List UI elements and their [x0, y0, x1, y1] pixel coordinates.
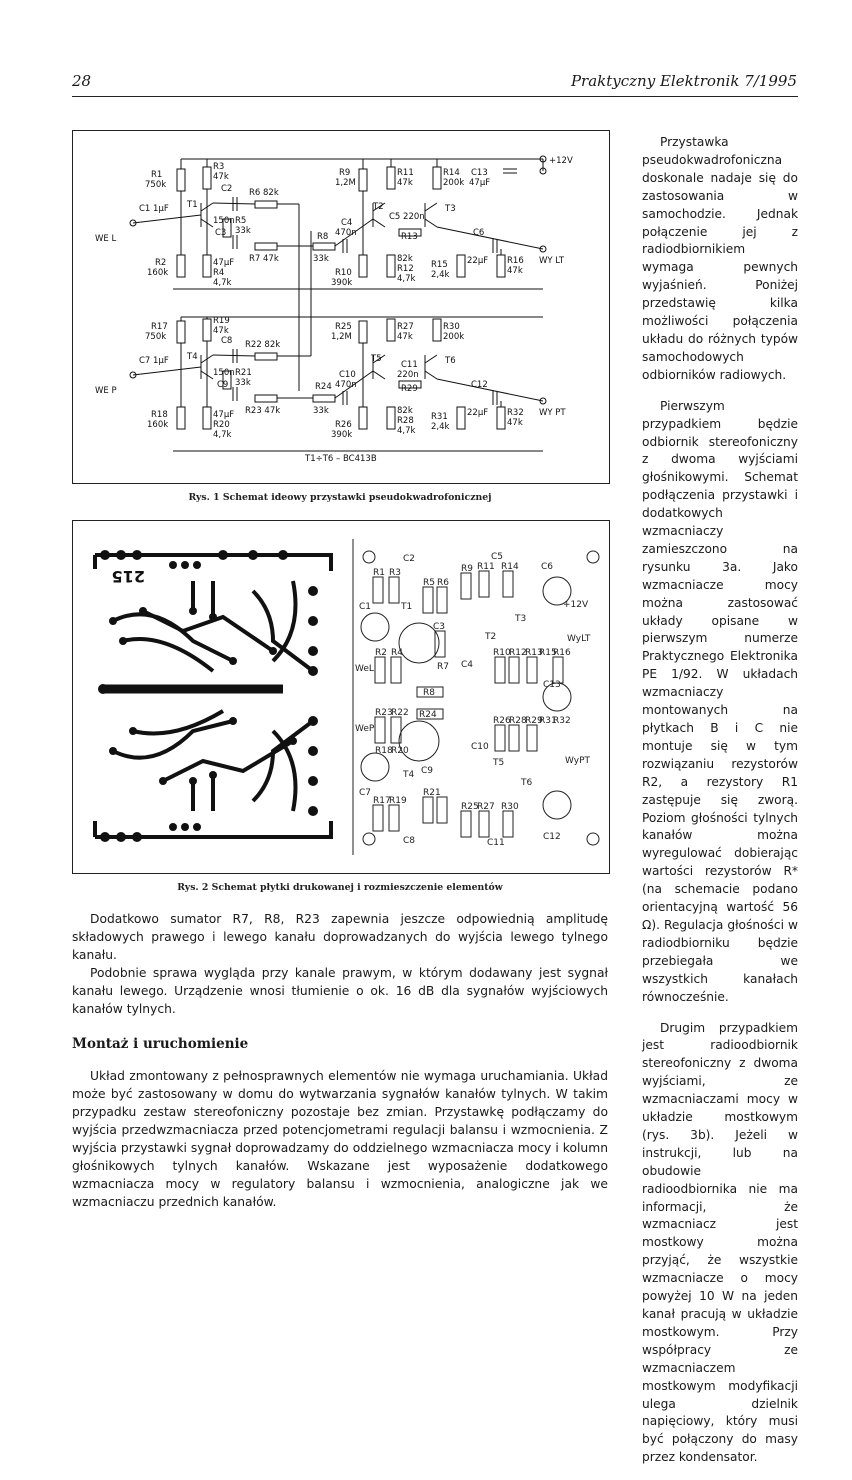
label-c13: C13 [471, 168, 488, 178]
label-c8: C8 [221, 336, 233, 346]
pcb-label-t1: T1 [401, 602, 413, 612]
figure-2-caption: Rys. 2 Schemat płytki drukowanej i rozmieszczenie elementów [177, 882, 503, 893]
label-c8-value: 150n [213, 368, 235, 378]
label-r13: R13 [401, 232, 418, 242]
pcb-label-r2: R2 [375, 648, 387, 658]
pcb-label-c8: C8 [403, 836, 416, 846]
label-c13-value: 47µF [469, 178, 491, 188]
pcb-label-t6: T6 [521, 778, 533, 788]
label-r28-value: 82k [397, 406, 413, 416]
pcb-label-c5: C5 [491, 552, 504, 562]
pcb-label-r28: R28 [509, 716, 527, 726]
journal-title: Praktyczny Elektronik 7/1995 [570, 72, 797, 90]
pcb-label-r27: R27 [477, 802, 495, 812]
pcb-label-t3: T3 [515, 614, 527, 624]
label-r8: R8 [317, 232, 329, 242]
pcb-label-r30: R30 [501, 802, 519, 812]
label-t5: T5 [371, 354, 382, 364]
pcb-label-r11: R11 [477, 562, 495, 572]
label-c5: C5 220n [389, 212, 425, 222]
label-r16-value: 47k [507, 266, 523, 276]
pcb-label-c2: C2 [403, 554, 416, 564]
label-c3: C3 [215, 228, 227, 238]
header-rule [72, 96, 798, 97]
label-wy-pt: WY PT [539, 408, 566, 418]
label-t2: T2 [373, 202, 384, 212]
pcb-label-r4: R4 [391, 648, 403, 658]
pcb-label-r16: R16 [553, 648, 571, 658]
label-r4-value: 4,7k [213, 278, 232, 288]
label-r12-value2: 4,7k [397, 274, 416, 284]
label-r12: R12 [397, 264, 414, 274]
label-c12: C12 [471, 380, 488, 390]
pcb-label-r14: R14 [501, 562, 519, 572]
pcb-label-c7: C7 [359, 788, 372, 798]
pcb-label-r32: R32 [553, 716, 571, 726]
right-column-text [642, 134, 798, 1480]
label-c11-value: 220n [397, 370, 419, 380]
pcb-label-wel: WeL [355, 664, 374, 674]
label-r1: R1 [151, 170, 163, 180]
label-r27: R27 [397, 322, 414, 332]
pcb-label-c11: C11 [487, 838, 505, 848]
pcb-label-r23: R23 [375, 708, 393, 718]
label-r5: R5 [235, 216, 247, 226]
label-r16: R16 [507, 256, 524, 266]
label-c4-value: 470n [335, 228, 357, 238]
pcb-label-r7: R7 [437, 662, 449, 672]
label-r30: R30 [443, 322, 460, 332]
label-t4: T4 [187, 352, 198, 362]
label-r6: R6 82k [249, 188, 279, 198]
pcb-code: 215 [111, 567, 145, 586]
pcb-label-c10: C10 [471, 742, 489, 752]
bottom-paragraph-2: Podobnie sprawa wygląda przy kanale prawym, w którym dodawany jest sygnał kanału lewego. Urządzenie wnosi tłumienie o ok. 16 dB dla sygnałów wyjściowych kanałów tylnych. [72, 965, 608, 1016]
pcb-label-c1: C1 [359, 602, 372, 612]
label-c11: C11 [401, 360, 418, 370]
label-c6-value: 22µF [467, 256, 489, 266]
figure-2-pcb [72, 520, 610, 874]
pcb-label-r12: R12 [509, 648, 527, 658]
label-r8-value: 33k [313, 254, 329, 264]
label-r7: R7 47k [249, 254, 279, 264]
label-r9-value: 1,2M [335, 178, 356, 188]
label-r12-value: 82k [397, 254, 413, 264]
label-t6: T6 [445, 356, 456, 366]
label-r31: R31 [431, 412, 448, 422]
label-c4: C4 [341, 218, 353, 228]
label-r19-value: 47k [213, 326, 229, 336]
label-r17: R17 [151, 322, 168, 332]
schematic-drawing [73, 131, 609, 483]
label-r1-value: 750k [145, 180, 167, 190]
pcb-drawing [73, 521, 609, 873]
label-r24: R24 [315, 382, 332, 392]
pcb-label-r19: R19 [389, 796, 407, 806]
label-r14-value: 200k [443, 178, 465, 188]
pcb-label-c13: C13 [543, 680, 561, 690]
label-r18-value: 160k [147, 420, 169, 430]
pcb-label-r24: R24 [419, 710, 437, 720]
pcb-label-r3: R3 [389, 568, 401, 578]
label-r21-value: 33k [235, 378, 251, 388]
label-r28: R28 [397, 416, 414, 426]
label-r32-value: 47k [507, 418, 523, 428]
pcb-label-plus12v: +12V [563, 600, 589, 610]
pcb-label-wep: WeP [355, 724, 375, 734]
pcb-label-r6: R6 [437, 578, 449, 588]
label-we-l: WE L [95, 234, 117, 244]
label-r21: R21 [235, 368, 252, 378]
label-r30-value: 200k [443, 332, 465, 342]
figure-1-schematic [72, 130, 610, 484]
label-r22: R22 82k [245, 340, 281, 350]
label-r5-value: 33k [235, 226, 251, 236]
label-c6: C6 [473, 228, 485, 238]
pcb-label-r10: R10 [493, 648, 511, 658]
pcb-label-r18: R18 [375, 746, 393, 756]
section-heading: Montaż i uruchomienie [72, 1036, 249, 1053]
pcb-label-r8: R8 [423, 688, 435, 698]
figure-1-caption: Rys. 1 Schemat ideowy przystawki pseudokwadrofonicznej [188, 492, 492, 503]
label-r9: R9 [339, 168, 351, 178]
label-c1: C1 1µF [139, 204, 169, 214]
pcb-label-c12: C12 [543, 832, 561, 842]
pcb-label-t5: T5 [493, 758, 505, 768]
label-r10: R10 [335, 268, 352, 278]
label-r11-value: 47k [397, 178, 413, 188]
pcb-label-r17: R17 [373, 796, 391, 806]
label-r20-value: 4,7k [213, 430, 232, 440]
label-r15-value: 2,4k [431, 270, 450, 280]
pcb-label-c4: C4 [461, 660, 474, 670]
label-r23: R23 47k [245, 406, 281, 416]
label-r31-value: 2,4k [431, 422, 450, 432]
label-r10-value: 390k [331, 278, 353, 288]
label-r18: R18 [151, 410, 168, 420]
label-we-p: WE P [95, 386, 117, 396]
pcb-label-c9: C9 [421, 766, 434, 776]
label-r2: R2 [155, 258, 167, 268]
label-r17-value: 750k [145, 332, 167, 342]
pcb-label-c3: C3 [433, 622, 446, 632]
label-transistor-type: T1÷T6 – BC413B [305, 454, 377, 464]
pcb-label-c6: C6 [541, 562, 554, 572]
label-c10: C10 [339, 370, 356, 380]
pcb-label-t2: T2 [485, 632, 497, 642]
label-r19: R19 [213, 316, 230, 326]
label-r11: R11 [397, 168, 414, 178]
label-r29: R29 [401, 384, 418, 394]
label-r25: R25 [335, 322, 352, 332]
label-r25-value: 1,2M [331, 332, 352, 342]
bottom-paragraph-1: Dodatkowo sumator R7, R8, R23 zapewnia jeszcze odpowiednią amplitudę składowych prawego i lewego kanału doprowadzanych do wyjścia lewego tylnego kanału. [72, 912, 608, 962]
bottom-text [72, 911, 608, 1212]
label-r26: R26 [335, 420, 352, 430]
label-r26-value: 390k [331, 430, 353, 440]
label-r2-value: 160k [147, 268, 169, 278]
right-paragraph-1: Przystawka pseudokwadrofoniczna doskonale nadaje się do zastosowania w samochodzie. Jednak połączenie jej z radiodbiornikiem wymaga pewnych wyjaśnień. Poniżej przedstawię kilka możliwości połączenia układu do różnych typów samochodowych odbiorników radiowych. [642, 135, 798, 382]
pcb-label-r9: R9 [461, 564, 473, 574]
pcb-copper-side [95, 555, 331, 837]
label-r3: R3 [213, 162, 225, 172]
pcb-label-r1: R1 [373, 568, 385, 578]
page-number: 28 [72, 72, 92, 90]
right-paragraph-3: Drugim przypadkiem jest radioodbiornik stereofoniczny z dwoma wyjściami, ze wzmacniaczami mocy w układzie mostkowym (rys. 3b). Jeżeli w instrukcji, lub na obudowie radioodbiornika nie ma informacji, że wzmacniacz jest mostkowy można przyjąć, że wszystkie wzmacniacze o mocy powyżej 10 W na jeden kanał pracują w układzie mostkowym. Przy współpracy ze wzmacniaczem mostkowym modyfikacji ulega dzielnik napięciowy, który musi być połączony do masy przez kondensator. [642, 1020, 798, 1465]
pcb-label-r29: R29 [525, 716, 543, 726]
label-c2-value: 150n [213, 216, 235, 226]
label-r3-value: 47k [213, 172, 229, 182]
pcb-label-r20: R20 [391, 746, 409, 756]
pcb-label-r13: R13 [525, 648, 543, 658]
right-paragraph-2: Pierwszym przypadkiem będzie odbiornik stereofoniczny z dwoma wyjściami głośnikowymi. Schemat podłączenia przystawki i dodatkowych wzmacniaczy zamieszczono na rysunku 3a. Jako wzmacniacze mocy można zastosować układy opisane w pierwszym numerze Praktycznego Elektronika PE 1/92. W układach wzmacniaczy montowanych na płytkach B i C nie montuje się w tym rozwiązaniu rezystorów R2, a rezystory R1 zastępuje się zworą. Poziom głośności tylnych kanałów można wyregulować dobierając wartości rezystorów R* (na schemacie podano orientacyjną wartość 56 Ω). Regulacja głośności w radiodbiorniku będzie przebiegała we wszystkich kanałach równocześnie. [642, 398, 798, 1004]
pcb-label-r15: R15 [539, 648, 557, 658]
label-r14: R14 [443, 168, 460, 178]
pcb-label-wypt: WyPT [565, 756, 590, 766]
label-t1: T1 [187, 200, 198, 210]
label-c9-value: 47µF [213, 410, 235, 420]
pcb-label-r22: R22 [391, 708, 409, 718]
label-c9: C9 [217, 380, 229, 390]
label-c3-value: 47µF [213, 258, 235, 268]
pcb-label-r5: R5 [423, 578, 435, 588]
label-r15: R15 [431, 260, 448, 270]
pcb-label-r31: R31 [539, 716, 557, 726]
label-r27-value: 47k [397, 332, 413, 342]
label-plus12v: +12V [549, 156, 573, 166]
pcb-label-r25: R25 [461, 802, 479, 812]
label-r4: R4 [213, 268, 225, 278]
label-t3: T3 [445, 204, 456, 214]
label-c7: C7 1µF [139, 356, 169, 366]
label-r32: R32 [507, 408, 524, 418]
pcb-label-t4: T4 [403, 770, 415, 780]
pcb-label-r26: R26 [493, 716, 511, 726]
label-r20: R20 [213, 420, 230, 430]
label-r28-value2: 4,7k [397, 426, 416, 436]
bottom-paragraph-3: Układ zmontowany z pełnosprawnych elementów nie wymaga uruchamiania. Układ może być zastosowany w domu do wytwarzania sygnałów kanałów tylnych. W takim przypadku zestaw stereofoniczny pozostaje bez zmian. Przystawkę podłączamy do wyjścia przedwzmacniacza przed potencjometrami regulacji balansu i wzmocnienia. Z wyjścia przystawki sygnał doprowadzamy do oddzielnego wzmacniacza mocy i kolumn głośnikowych tylnych kanałów. Wskazane jest wyposażenie dodatkowego wzmacniacza mocy w regulatory balansu i wzmocnienia, analogiczne jak we wzmacniaczu przednich kanałów. [72, 1069, 608, 1209]
label-wy-lt: WY LT [539, 256, 565, 266]
pcb-label-wylt: WyLT [567, 634, 591, 644]
label-c12-value: 22µF [467, 408, 489, 418]
label-c2: C2 [221, 184, 233, 194]
pcb-label-r21: R21 [423, 788, 441, 798]
label-c10-value: 470n [335, 380, 357, 390]
label-r24-value: 33k [313, 406, 329, 416]
